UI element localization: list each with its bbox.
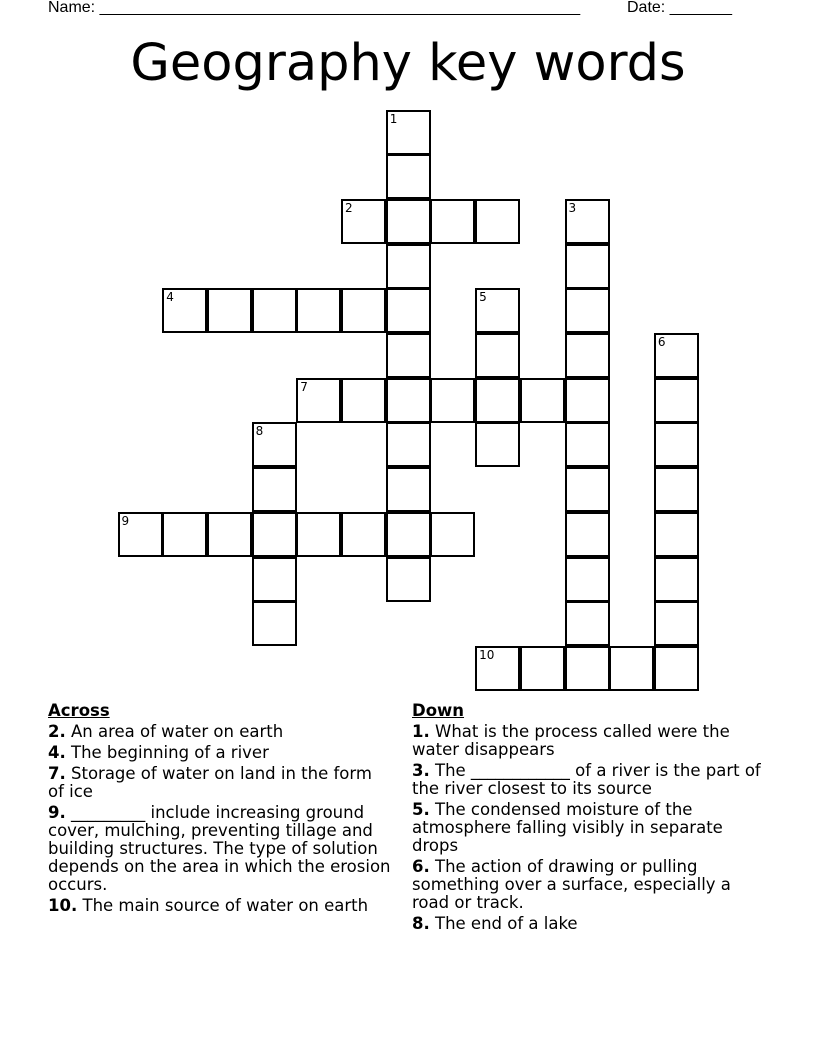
crossword-cell[interactable]	[252, 557, 297, 602]
crossword-cell[interactable]	[386, 467, 431, 512]
crossword-cell[interactable]	[565, 378, 610, 423]
crossword-cell[interactable]	[565, 333, 610, 378]
clue-text: The main source of water on earth	[82, 896, 369, 915]
crossword-cell[interactable]	[565, 422, 610, 467]
crossword-cell[interactable]	[386, 557, 431, 602]
clue-number-label: 1	[389, 111, 398, 126]
crossword-cell[interactable]	[252, 467, 297, 512]
crossword-cell[interactable]	[565, 244, 610, 289]
crossword-cell[interactable]	[520, 378, 565, 423]
clue-number: 6.	[412, 857, 430, 876]
clue-text: The ____________ of a river is the part of the river closest to its source	[412, 761, 761, 798]
name-field-line: Name: ______________________________________________________	[48, 0, 581, 16]
clue-number: 10.	[48, 896, 78, 915]
crossword-cell[interactable]	[654, 601, 699, 646]
clue-number-label: 2	[345, 200, 353, 215]
clue-text: The action of drawing or pulling something over a surface, especially a road or track.	[412, 857, 731, 912]
clue-number-label: 7	[300, 379, 308, 394]
crossword-cell[interactable]	[296, 378, 341, 423]
crossword-cell[interactable]	[520, 646, 565, 691]
down-clue	[412, 762, 772, 798]
crossword-cell[interactable]	[207, 512, 252, 557]
clue-number-label: 4	[166, 290, 174, 305]
down-clue	[412, 858, 772, 912]
crossword-cell[interactable]	[341, 199, 386, 244]
crossword-cell[interactable]	[341, 378, 386, 423]
clue-number: 9.	[48, 803, 66, 822]
clue-text: What is the process called were the water disappears	[412, 722, 730, 759]
crossword-cell[interactable]	[386, 154, 431, 199]
crossword-cell[interactable]	[609, 646, 654, 691]
crossword-cell[interactable]	[475, 378, 520, 423]
clue-number: 2.	[48, 722, 66, 741]
crossword-cell[interactable]	[296, 512, 341, 557]
down-clue	[412, 915, 772, 933]
crossword-cell[interactable]	[565, 467, 610, 512]
crossword-cell[interactable]	[654, 378, 699, 423]
clue-number-label: 10	[479, 647, 495, 662]
crossword-cell[interactable]	[207, 288, 252, 333]
clue-number-label: 3	[568, 200, 577, 215]
crossword-cell[interactable]	[252, 601, 297, 646]
crossword-cell[interactable]	[654, 467, 699, 512]
down-clue	[412, 801, 772, 855]
clue-text: The end of a lake	[435, 914, 578, 933]
clue-number: 1.	[412, 722, 430, 741]
clue-text: The beginning of a river	[71, 743, 269, 762]
clue-number-label: 5	[479, 290, 487, 305]
crossword-cell[interactable]	[565, 557, 610, 602]
crossword-cell[interactable]	[386, 110, 431, 155]
crossword-cell[interactable]	[162, 512, 207, 557]
crossword-cell[interactable]	[475, 646, 520, 691]
crossword-cell[interactable]	[654, 422, 699, 467]
crossword-cell[interactable]	[386, 422, 431, 467]
clue-number: 5.	[412, 800, 430, 819]
crossword-cell[interactable]	[475, 199, 520, 244]
across-clue	[48, 723, 393, 741]
across-clue	[48, 804, 393, 894]
across-clues	[48, 702, 393, 918]
across-heading: Across	[48, 701, 110, 720]
crossword-cell[interactable]	[252, 288, 297, 333]
crossword-cell[interactable]	[654, 512, 699, 557]
crossword-cell[interactable]	[386, 244, 431, 289]
crossword-cell[interactable]	[565, 512, 610, 557]
clue-number: 3.	[412, 761, 430, 780]
crossword-cell[interactable]	[430, 512, 475, 557]
crossword-cell[interactable]	[565, 288, 610, 333]
crossword-cell[interactable]	[386, 378, 431, 423]
crossword-cell[interactable]	[565, 601, 610, 646]
down-clue	[412, 723, 772, 759]
clue-number: 7.	[48, 764, 66, 783]
crossword-cell[interactable]	[430, 199, 475, 244]
crossword-cell[interactable]	[386, 288, 431, 333]
crossword-cell[interactable]	[386, 199, 431, 244]
crossword-cell[interactable]	[475, 288, 520, 333]
crossword-cell[interactable]	[118, 512, 163, 557]
crossword-cell[interactable]	[475, 333, 520, 378]
clue-text: _________ include increasing ground cover, mulching, preventing tillage and building structures. The type of solution depends on the area in which the erosion occurs.	[48, 803, 391, 894]
clue-text: The condensed moisture of the atmosphere falling visibly in separate drops	[412, 800, 723, 855]
down-clues	[412, 702, 772, 936]
down-heading: Down	[412, 701, 465, 720]
crossword-cell[interactable]	[430, 378, 475, 423]
clue-number: 4.	[48, 743, 66, 762]
crossword-cell[interactable]	[296, 288, 341, 333]
across-clue	[48, 744, 393, 762]
crossword-cell[interactable]	[386, 333, 431, 378]
crossword-cell[interactable]	[565, 646, 610, 691]
crossword-cell[interactable]	[252, 512, 297, 557]
crossword-cell[interactable]	[475, 422, 520, 467]
crossword-cell[interactable]	[654, 646, 699, 691]
clue-number-label: 9	[121, 513, 130, 528]
crossword-cell[interactable]	[341, 288, 386, 333]
clue-text: An area of water on earth	[71, 722, 284, 741]
clue-number: 8.	[412, 914, 430, 933]
crossword-cell[interactable]	[654, 333, 699, 378]
date-field-line: Date: _______	[627, 0, 732, 16]
crossword-cell[interactable]	[654, 557, 699, 602]
crossword-cell[interactable]	[386, 512, 431, 557]
crossword-cell[interactable]	[565, 199, 610, 244]
crossword-cell[interactable]	[162, 288, 207, 333]
clue-number-label: 6	[657, 335, 666, 349]
page-title: Geography key words	[130, 34, 686, 93]
crossword-cell[interactable]	[341, 512, 386, 557]
crossword-cell[interactable]	[252, 422, 297, 467]
clue-text: Storage of water on land in the form of ice	[48, 764, 372, 801]
across-clue	[48, 765, 393, 801]
across-clue	[48, 897, 393, 915]
clue-number-label: 8	[255, 424, 264, 439]
